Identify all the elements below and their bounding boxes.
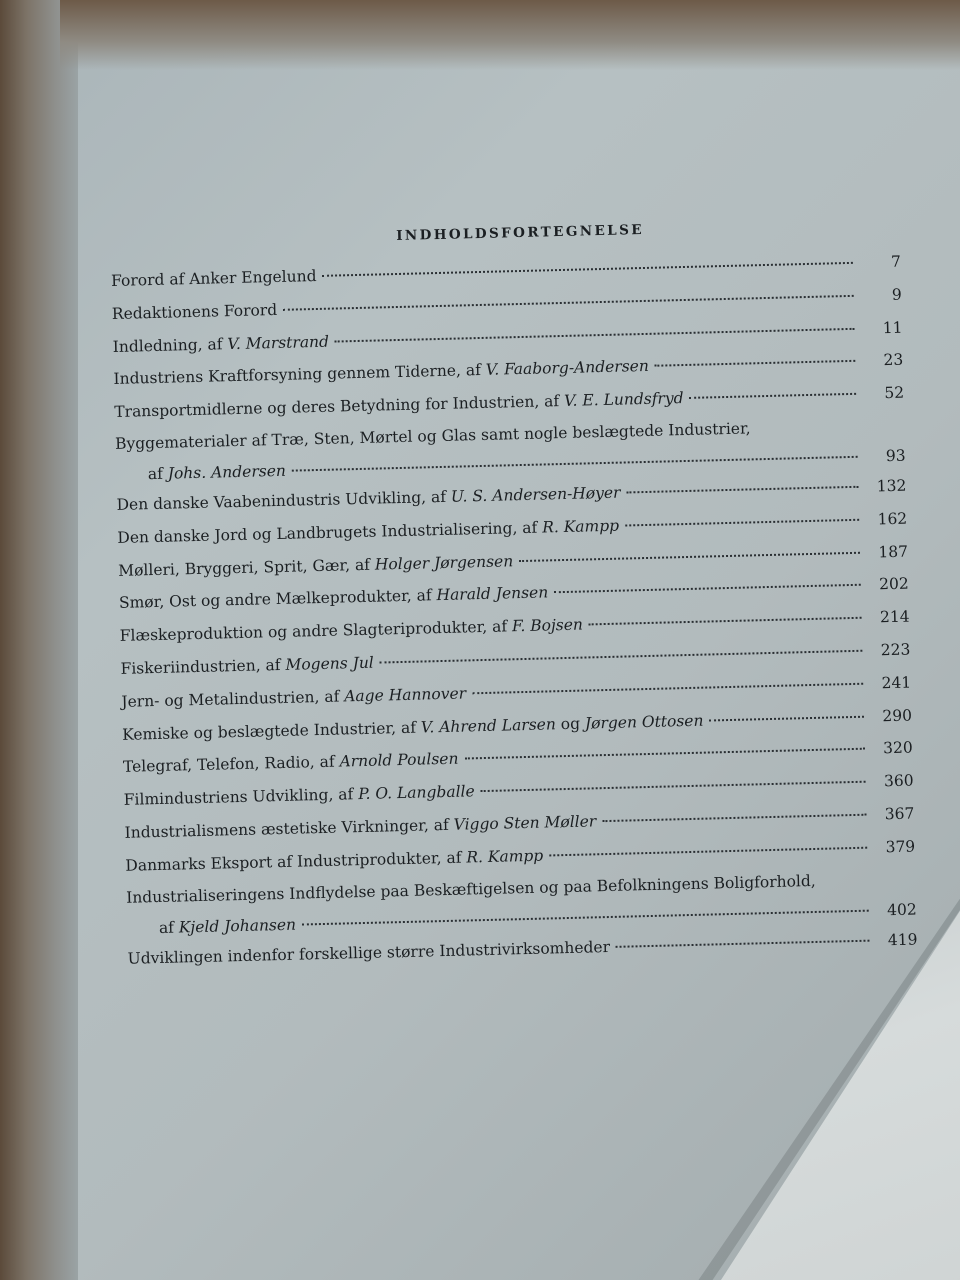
entry-title: Fiskeriindustrien, af Mogens Jul bbox=[120, 653, 374, 678]
entry-author: P. O. Langballe bbox=[357, 782, 475, 804]
entry-author: R. Kampp bbox=[466, 846, 544, 867]
entry-page: 367 bbox=[884, 804, 915, 824]
entry-title: Industrialismens æstetiske Virkninger, af Viggo Sten Møller bbox=[124, 812, 597, 842]
dot-leader bbox=[554, 583, 861, 593]
entry-page: 320 bbox=[882, 738, 913, 758]
entry-author: R. Kampp bbox=[541, 516, 620, 537]
entry-page: 52 bbox=[884, 383, 905, 403]
entry-author: V. Ahrend Larsen bbox=[420, 714, 557, 737]
entry-title: Industriens Kraftforsyning gennem Tiderne, af V. Faaborg-Andersen bbox=[113, 357, 650, 389]
entry-title: Den danske Vaabenindustris Udvikling, af U. S. Andersen-Høyer bbox=[116, 483, 621, 514]
entry-author: F. Bojsen bbox=[511, 615, 584, 636]
entry-page: 360 bbox=[883, 771, 914, 791]
entry-title: Den danske Jord og Landbrugets Industrialisering, af R. Kampp bbox=[117, 516, 620, 547]
dot-leader bbox=[380, 649, 863, 664]
entry-title-line2: af Kjeld Johansen bbox=[158, 915, 297, 937]
entry-title: Forord af Anker Engelund bbox=[110, 266, 317, 290]
entry-author: Harald Jensen bbox=[436, 583, 549, 605]
dot-leader bbox=[625, 518, 859, 527]
entry-title-line1: Byggematerialer af Træ, Sten, Mørtel og Glas samt nogle beslægtede Industrier, bbox=[114, 419, 751, 453]
entry-title: Telegraf, Telefon, Radio, af Arnold Poulsen bbox=[122, 750, 459, 777]
entry-page: 9 bbox=[891, 285, 902, 304]
entry-page: 93 bbox=[885, 446, 906, 466]
entry-author: Kjeld Johansen bbox=[178, 915, 297, 937]
dot-leader bbox=[292, 455, 858, 472]
entry-page: 214 bbox=[879, 607, 910, 627]
entry-title: Danmarks Eksport af Industriprodukter, af R. Kampp bbox=[125, 846, 544, 875]
dot-leader bbox=[602, 813, 866, 822]
entry-page: 23 bbox=[883, 351, 904, 370]
dot-leader bbox=[549, 845, 867, 856]
entry-author: Arnold Poulsen bbox=[339, 750, 459, 771]
entry-page: 241 bbox=[881, 673, 912, 693]
entry-page: 419 bbox=[887, 930, 918, 949]
entry-author: Holger Jørgensen bbox=[374, 551, 514, 574]
dot-leader bbox=[519, 550, 860, 561]
toc-heading: INDHOLDSFORTEGNELSE bbox=[396, 221, 645, 245]
dot-leader bbox=[464, 747, 864, 760]
dot-leader bbox=[626, 485, 858, 494]
entry-title: Flæskeproduktion og andre Slagteriprodukter, af F. Bojsen bbox=[119, 615, 584, 646]
entry-author: V. E. Lundsfryd bbox=[563, 389, 684, 411]
entry-page: 187 bbox=[878, 542, 909, 561]
dot-leader bbox=[481, 780, 866, 792]
dot-leader bbox=[589, 616, 862, 626]
entry-title: Smør, Ost og andre Mælkeprodukter, af Harald Jensen bbox=[118, 583, 549, 613]
entry-title: Indledning, af V. Marstrand bbox=[112, 332, 330, 356]
dot-leader bbox=[472, 681, 863, 694]
dot-leader bbox=[709, 714, 864, 721]
entry-title: Filmindustriens Udvikling, af P. O. Langballe bbox=[123, 782, 475, 809]
dot-leader bbox=[655, 359, 856, 367]
book-spine bbox=[0, 0, 78, 1280]
entry-title: Udviklingen indenfor forskellige større Industrivirksomheder bbox=[127, 937, 611, 968]
entry-author: U. S. Andersen-Høyer bbox=[450, 483, 621, 506]
entry-title-line1: Industrialiseringens Indflydelse paa Beskæftigelsen og paa Befolkningens Boligforhold, bbox=[125, 871, 816, 907]
entry-author: V. Faaborg-Andersen bbox=[485, 357, 650, 380]
table-of-contents bbox=[110, 216, 918, 975]
entry-page: 402 bbox=[886, 900, 917, 919]
entry-page: 379 bbox=[885, 837, 916, 856]
entry-title: Mølleri, Bryggeri, Sprit, Gær, af Holger Jørgensen bbox=[117, 551, 514, 580]
dot-leader bbox=[283, 294, 854, 311]
entry-author: Viggo Sten Møller bbox=[453, 812, 597, 834]
entry-title-line2: af Johs. Andersen bbox=[147, 461, 287, 484]
entry-page: 11 bbox=[882, 318, 903, 337]
dot-leader bbox=[302, 908, 869, 925]
entry-page: 7 bbox=[890, 252, 902, 271]
entry-author: V. Marstrand bbox=[227, 332, 330, 353]
dot-leader bbox=[616, 938, 870, 947]
entry-page: 290 bbox=[882, 706, 913, 725]
entry-title: Kemiske og beslægtede Industrier, af V. Ahrend Larsen og Jørgen Ottosen bbox=[121, 711, 704, 744]
entry-author: Mogens Jul bbox=[285, 653, 374, 674]
entry-title: Transportmidlerne og deres Betydning for Industrien, af V. E. Lundsfryd bbox=[114, 389, 684, 422]
entry-title: Redaktionens Forord bbox=[111, 300, 278, 323]
entry-title: Jern- og Metalindustrien, af Aage Hannover bbox=[121, 684, 467, 711]
entry-page: 162 bbox=[877, 509, 908, 529]
entry-page: 202 bbox=[878, 574, 909, 594]
dot-leader bbox=[689, 392, 856, 399]
entry-author: Aage Hannover bbox=[344, 684, 467, 706]
entry-page: 132 bbox=[876, 476, 907, 496]
entry-author: Johs. Andersen bbox=[167, 461, 287, 483]
book-top-edge bbox=[60, 0, 960, 70]
entry-page: 223 bbox=[880, 640, 911, 660]
dot-leader bbox=[322, 261, 852, 277]
dot-leader bbox=[335, 326, 855, 342]
entry-author-2: Jørgen Ottosen bbox=[584, 711, 704, 733]
